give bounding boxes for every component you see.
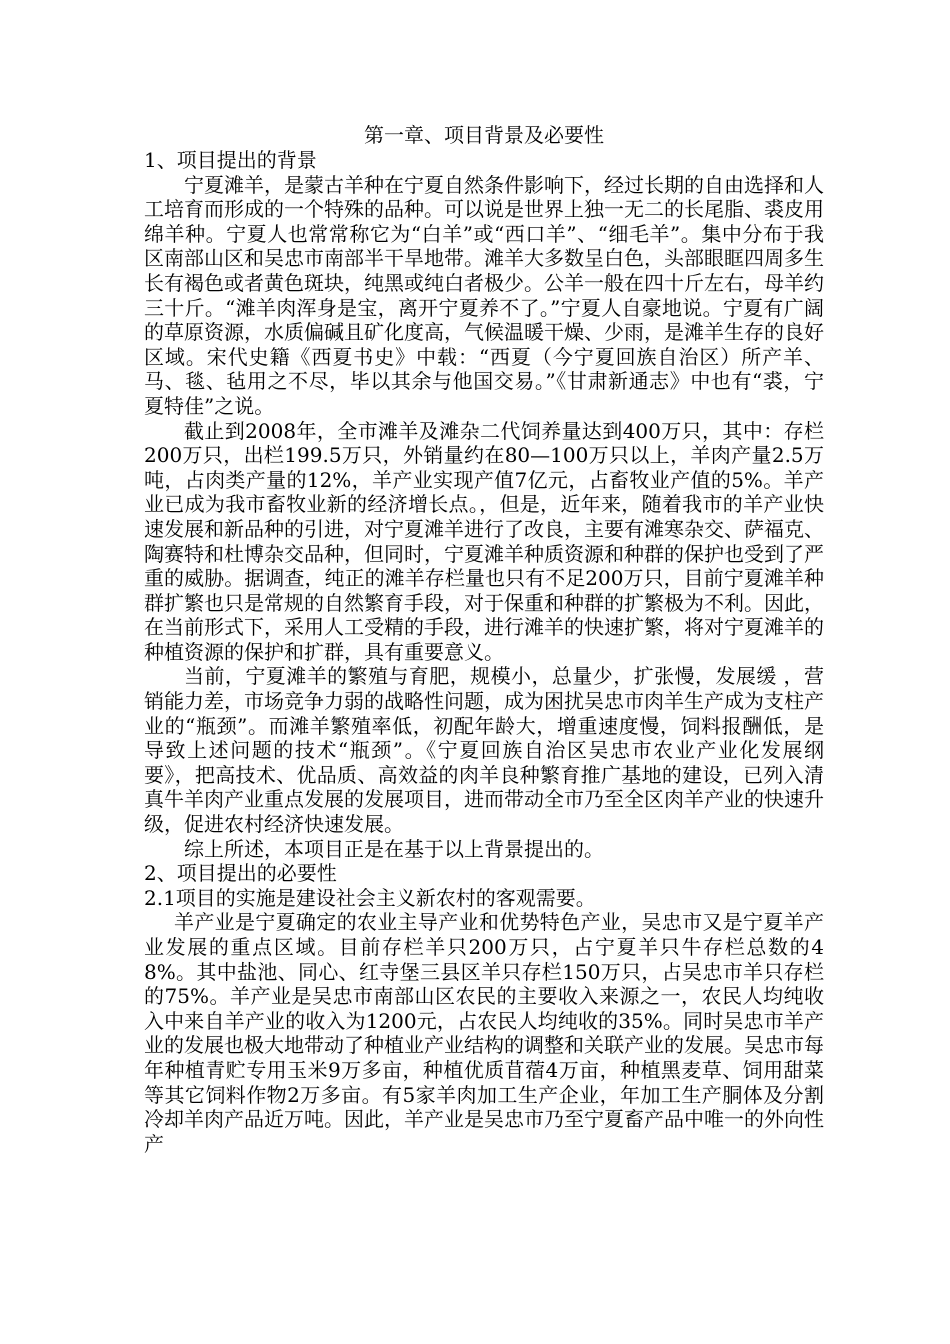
paragraph-summary: 综上所述，本项目正是在基于以上背景提出的。 <box>184 836 604 861</box>
document-body <box>144 122 824 1156</box>
paragraph-2008-statistics: 截止到2008年，全市滩羊及滩杂二代饲养量达到400万只，其中：存栏200万只，出栏199.5万只，外销量约在80—100万只以上，羊肉产量2.5万吨，占肉类产量的12%，羊产业实现产值7亿元，占畜牧业产值的5%。羊产业已成为我市畜牧业新的经济增长点。，但是，近年来，随着我市的羊产业快速发展和新品种的引进，对宁夏滩羊进行了改良，主要有滩寒杂交、萨福克、陶赛特和杜博杂交品种，但同时，宁夏滩羊种质资源和种群的保护也受到了严重的威胁。据调查，纯正的滩羊存栏量也只有不足200万只，目前宁夏滩羊种群扩繁也只是常规的自然繁育手段，对于保重和种群的扩繁极为不利。因此，在当前形式下，采用人工受精的手段，进行滩羊的快速扩繁，将对宁夏滩羊的种植资源的保护和扩群，具有重要意义。 <box>144 418 824 664</box>
paragraph-sheep-industry: 羊产业是宁夏确定的农业主导产业和优势特色产业，吴忠市又是宁夏羊产业发展的重点区域。目前存栏羊只200万只，占宁夏羊只牛存栏总数的48%。其中盐池、同心、红寺堡三县区羊只存栏150万只，占吴忠市羊只存栏的75%。羊产业是吴忠市南部山区农民的主要收入来源之一，农民人均纯收入中来自羊产业的收入为1200元，占农民人均纯收的35%。同时吴忠市羊产业的发展也极大地带动了种植业产业结构的调整和关联产业的发展。吴忠市每年种植青贮专用玉米9万多亩，种植优质苜蓿4万亩，种植黑麦草、饲用甜菜等其它饲料作物2万多亩。有5家羊肉加工生产企业，年加工生产胴体及分割冷却羊肉产品近万吨。因此，羊产业是吴忠市乃至宁夏畜产品中唯一的外向性产 <box>144 910 824 1156</box>
chapter-title: 第一章、项目背景及必要性 <box>364 123 604 147</box>
paragraph-current-problems: 当前，宁夏滩羊的繁殖与育肥，规模小，总量少，扩张慢，发展缓 ，营销能力差，市场竞争力弱的战略性问题，成为困扰吴忠市肉羊生产成为支柱产业的“瓶颈”。而滩羊繁殖率低，初配年龄大，增重速度慢，饲料报酬低，是导致上述问题的技术“瓶颈”。《宁夏回族自治区吴忠市农业产业化发展纲要》，把高技术、优品质、高效益的肉羊良种繁育推广基地的建设，已列入清真牛羊肉产业重点发展的发展项目，进而带动全市乃至全区肉羊产业的快速升级，促进农村经济快速发展。 <box>144 664 824 837</box>
section-heading-necessity: 2、项目提出的必要性 <box>144 861 337 886</box>
paragraph-tan-sheep-intro: 宁夏滩羊，是蒙古羊种在宁夏自然条件影响下，经过长期的自由选择和人工培育而形成的一个特殊的品种。可以说是世界上独一无二的长尾脂、裘皮用绵羊种。宁夏人也常常称它为“白羊”或“西口羊”、“细毛羊”。集中分布于我区南部山区和吴忠市南部半干旱地带。滩羊大多数呈白色，头部眼眶四周多生长有褐色或者黄色斑块，纯黑或纯白者极少。公羊一般在四十斤左右，母羊约三十斤。“滩羊肉浑身是宝，离开宁夏养不了。”宁夏人自豪地说。宁夏有广阔的草原资源，水质偏碱且矿化度高，气候温暖干燥、少雨，是滩羊生存的良好区域。宋代史籍《西夏书史》中载：“西夏（今宁夏回族自治区）所产羊、马、毯、毡用之不尽，毕以其余与他国交易。”《甘肃新通志》中也有“裘，宁夏特佳”之说。 <box>144 172 824 418</box>
subsection-heading-2-1: 2.1项目的实施是建设社会主义新农村的客观需要。 <box>144 885 596 910</box>
section-heading-background: 1、项目提出的背景 <box>144 148 317 172</box>
